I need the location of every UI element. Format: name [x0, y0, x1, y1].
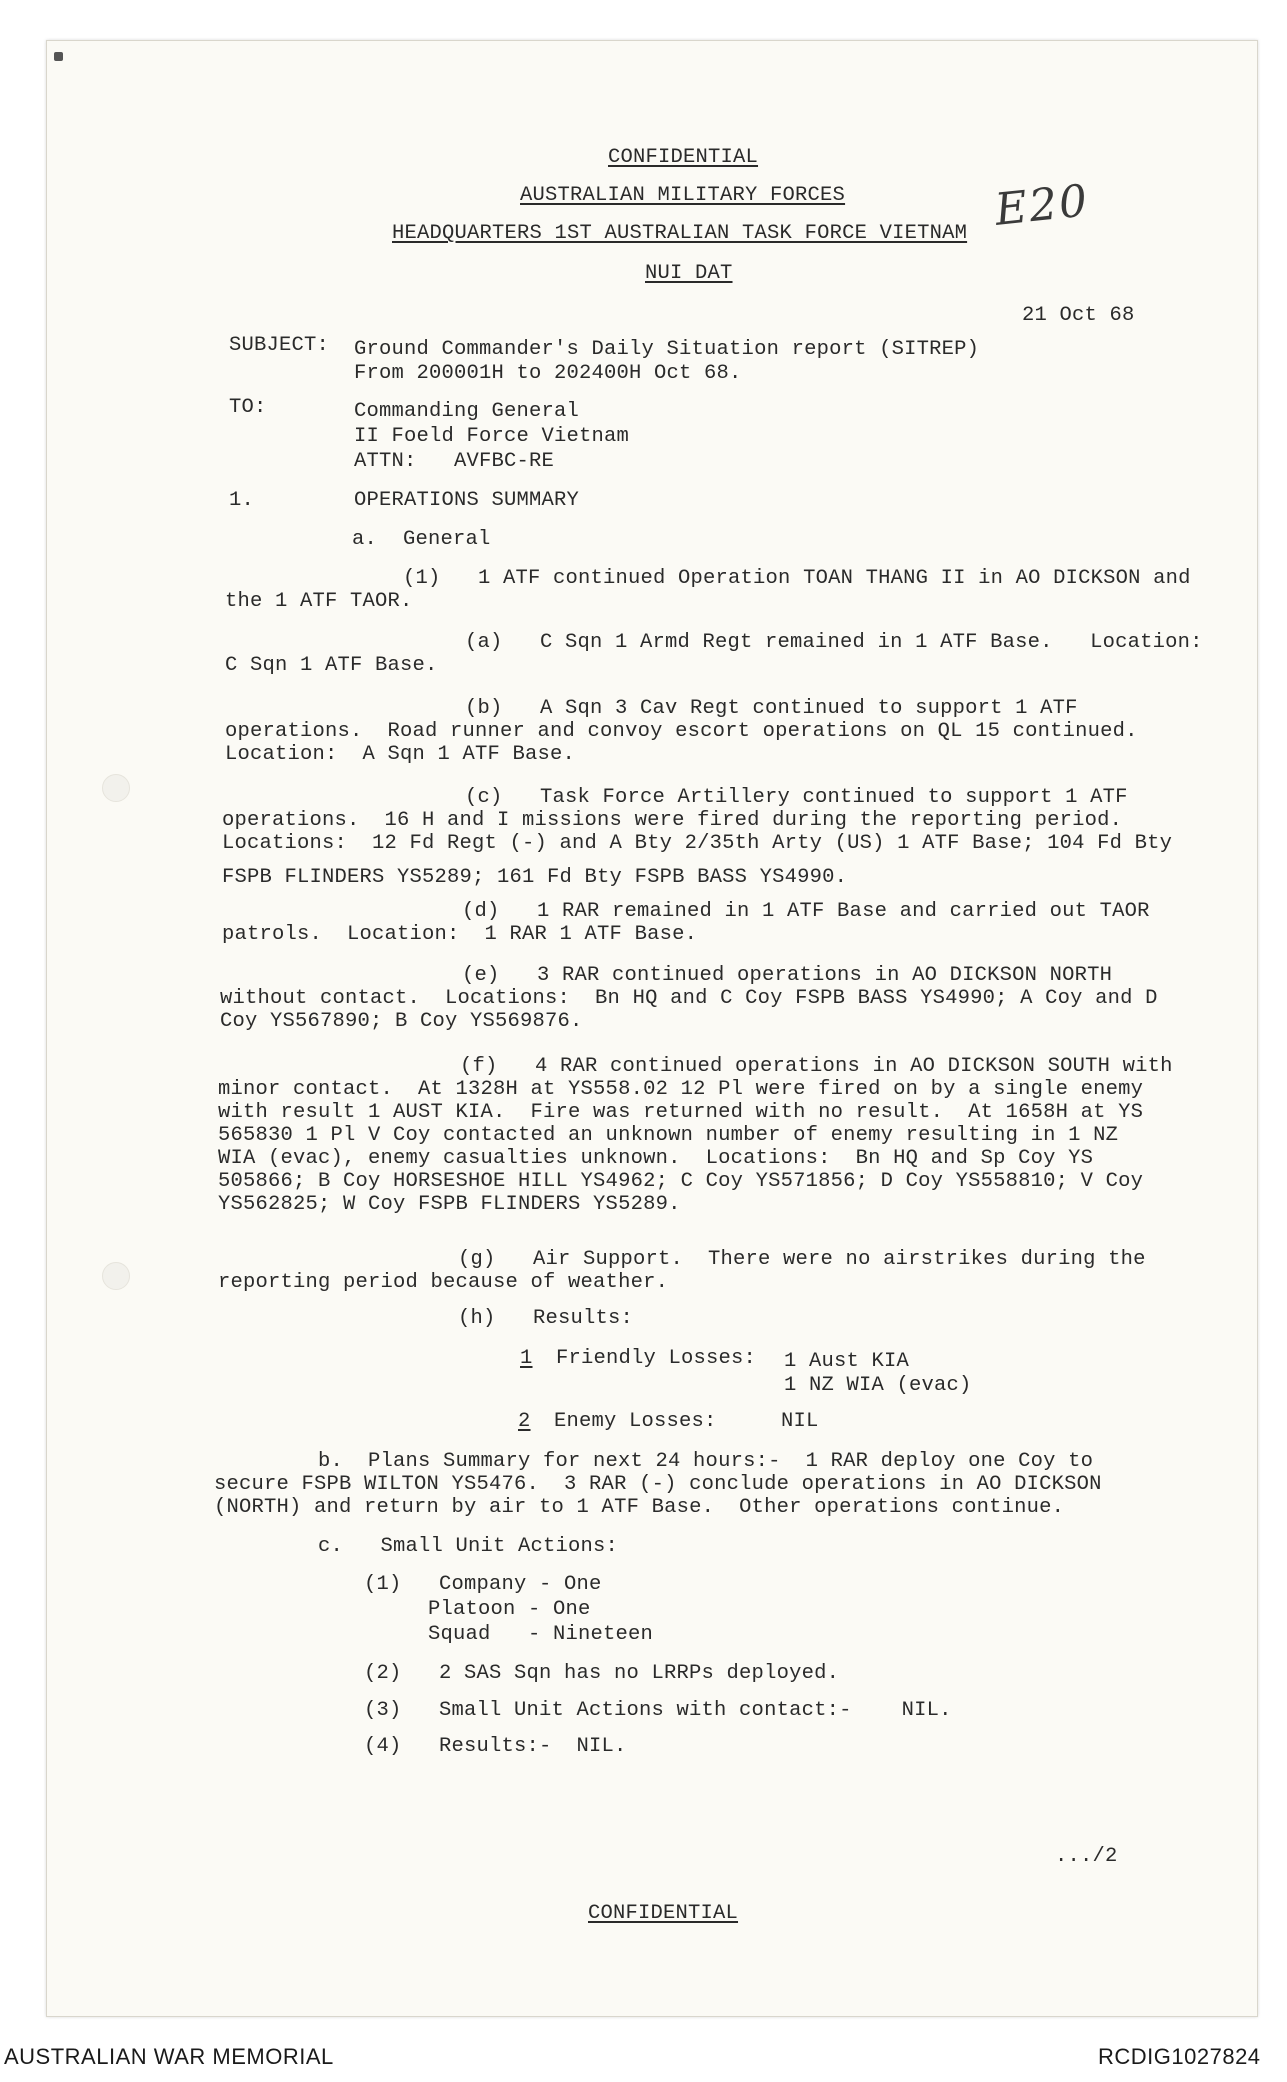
subject-line: From 200001H to 202400H Oct 68. [354, 362, 742, 385]
paragraph-line: operations. Road runner and convoy escort operations on QL 15 continued. [225, 720, 1138, 743]
paragraph-line: Location: A Sqn 1 ATF Base. [225, 743, 576, 766]
paragraph-line: C Sqn 1 ATF Base. [225, 654, 438, 677]
results-label: (h) Results: [458, 1307, 634, 1330]
results-item-label: Enemy Losses: [554, 1410, 717, 1433]
paragraph-line: (b) A Sqn 3 Cav Regt continued to support 1 ATF [465, 697, 1078, 720]
paragraph-line: 565830 1 Pl V Coy contacted an unknown number of enemy resulting in 1 NZ [218, 1124, 1119, 1147]
subject-line: Ground Commander's Daily Situation report (SITREP) [354, 338, 980, 361]
list-item: (4) Results:- NIL. [364, 1735, 627, 1758]
paragraph-line: 505866; B Coy HORSESHOE HILL YS4962; C Coy YS571856; D Coy YS558810; V Coy [218, 1170, 1144, 1193]
section-title: OPERATIONS SUMMARY [354, 489, 580, 512]
results-item-number: 2 [518, 1410, 531, 1433]
paragraph-line: b. Plans Summary for next 24 hours:- 1 RAR deploy one Coy to [318, 1450, 1094, 1473]
org-title: AUSTRALIAN MILITARY FORCES [520, 184, 846, 207]
location-title: NUI DAT [645, 262, 733, 285]
results-item-number: 1 [520, 1347, 533, 1370]
page-continuation: .../2 [1055, 1845, 1118, 1868]
section-number: 1. [229, 489, 255, 512]
punch-hole [102, 774, 130, 802]
handwritten-reference: E20 [992, 175, 1092, 236]
paragraph-line: YS562825; W Coy FSPB FLINDERS YS5289. [218, 1193, 681, 1216]
classification-top: CONFIDENTIAL [608, 146, 759, 169]
to-line: II Foeld Force Vietnam [354, 425, 630, 448]
footer-source: AUSTRALIAN WAR MEMORIAL [4, 2044, 334, 2069]
paragraph-line: (e) 3 RAR continued operations in AO DICKSON NORTH [462, 964, 1113, 987]
to-line: Commanding General [354, 400, 580, 423]
paragraph-line: (1) 1 ATF continued Operation TOAN THANG II in AO DICKSON and [403, 567, 1191, 590]
list-item: (3) Small Unit Actions with contact:- NIL. [364, 1699, 952, 1722]
list-item: Platoon - One [428, 1598, 591, 1621]
document-date: 21 Oct 68 [1022, 304, 1135, 327]
paragraph-line: with result 1 AUST KIA. Fire was returned with no result. At 1658H at YS [218, 1101, 1144, 1124]
footer-record-id: RCDIG1027824 [1098, 2044, 1261, 2069]
list-item: (2) 2 SAS Sqn has no LRRPs deployed. [364, 1662, 840, 1685]
page-mark [54, 52, 63, 61]
subsection-title: General [403, 528, 491, 551]
paragraph-line: FSPB FLINDERS YS5289; 161 Fd Bty FSPB BASS YS4990. [222, 866, 848, 889]
subsection-label: a. [352, 528, 378, 551]
paragraph-line: reporting period because of weather. [218, 1271, 669, 1294]
results-item-value: 1 NZ WIA (evac) [784, 1374, 972, 1397]
paragraph-line: (c) Task Force Artillery continued to support 1 ATF [465, 786, 1128, 809]
paragraph-line: patrols. Location: 1 RAR 1 ATF Base. [222, 923, 698, 946]
list-item: (1) Company - One [364, 1573, 602, 1596]
to-line: ATTN: AVFBC-RE [354, 450, 555, 473]
paragraph-line: without contact. Locations: Bn HQ and C Coy FSPB BASS YS4990; A Coy and D [220, 987, 1158, 1010]
paragraph-line: (f) 4 RAR continued operations in AO DICKSON SOUTH with [460, 1055, 1173, 1078]
paragraph-line: (d) 1 RAR remained in 1 ATF Base and carried out TAOR [462, 900, 1150, 923]
results-item-label: Friendly Losses: [556, 1347, 757, 1370]
paragraph-line: WIA (evac), enemy casualties unknown. Locations: Bn HQ and Sp Coy YS [218, 1147, 1094, 1170]
subsection-title: c. Small Unit Actions: [318, 1535, 619, 1558]
paragraph-line: Coy YS567890; B Coy YS569876. [220, 1010, 583, 1033]
paragraph-line: secure FSPB WILTON YS5476. 3 RAR (-) conclude operations in AO DICKSON [214, 1473, 1102, 1496]
classification-bottom: CONFIDENTIAL [588, 1902, 739, 1925]
paragraph-line: minor contact. At 1328H at YS558.02 12 Pl were fired on by a single enemy [218, 1078, 1144, 1101]
to-label: TO: [229, 396, 267, 419]
results-item-value: 1 Aust KIA [784, 1350, 910, 1373]
paragraph-line: (NORTH) and return by air to 1 ATF Base. Other operations continue. [214, 1496, 1065, 1519]
punch-hole [102, 1262, 130, 1290]
list-item: Squad - Nineteen [428, 1623, 654, 1646]
paragraph-line: operations. 16 H and I missions were fired during the reporting period. [222, 809, 1123, 832]
results-item-value: NIL [781, 1410, 819, 1433]
paragraph-line: (g) Air Support. There were no airstrikes during the [458, 1248, 1146, 1271]
paragraph-line: the 1 ATF TAOR. [225, 590, 413, 613]
paragraph-line: (a) C Sqn 1 Armd Regt remained in 1 ATF Base. Location: [465, 631, 1203, 654]
subject-label: SUBJECT: [229, 334, 330, 357]
hq-title: HEADQUARTERS 1ST AUSTRALIAN TASK FORCE VIETNAM [392, 222, 968, 245]
paragraph-line: Locations: 12 Fd Regt (-) and A Bty 2/35th Arty (US) 1 ATF Base; 104 Fd Bty [222, 832, 1173, 855]
